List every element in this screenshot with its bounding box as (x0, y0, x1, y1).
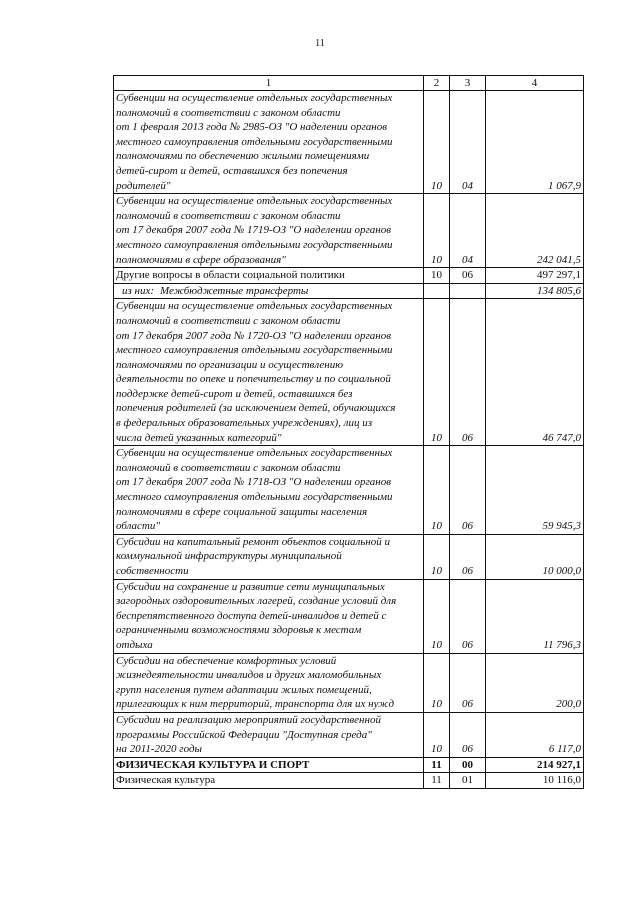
column-header-name: 1 (114, 76, 424, 91)
amount: 11 796,3 (486, 579, 584, 653)
description-line: Другие вопросы в области социальной политики (116, 269, 345, 282)
row-description (114, 91, 424, 194)
table-row (114, 757, 584, 773)
section-code: 11 (424, 757, 450, 773)
description-line: Субсидии на реализацию мероприятий государственной (116, 713, 381, 726)
description-line: попечения родителей (за исключением детей, обучающихся (116, 402, 396, 415)
row-description (114, 757, 424, 773)
description-line: от 17 декабря 2007 года № 1718-ОЗ "О наделении органов (116, 476, 392, 489)
description-line: местного самоуправления отдельными государственными (116, 344, 393, 357)
amount: 134 805,6 (486, 283, 584, 299)
section-code: 10 (424, 299, 450, 446)
description-line: Субсидии на капитальный ремонт объектов социальной и (116, 535, 390, 548)
row-description (114, 534, 424, 579)
description-line: поддержке детей-сирот и детей, оставшихся без (116, 387, 353, 400)
table-row (114, 446, 584, 535)
section-code: 10 (424, 534, 450, 579)
description-line: групп населения путем адаптации жилых помещений, (116, 683, 372, 696)
description-line: родителей" (116, 179, 171, 192)
table-row (114, 194, 584, 268)
description-line: местного самоуправления отдельными государственными (116, 135, 393, 148)
description-line: Субвенции на осуществление отдельных государственных (116, 92, 393, 104)
table-row (114, 653, 584, 712)
section-code: 10 (424, 194, 450, 268)
section-code: 10 (424, 712, 450, 757)
section-code (424, 283, 450, 299)
table-row (114, 91, 584, 194)
amount: 1 067,9 (486, 91, 584, 194)
subsection-code (450, 283, 486, 299)
subsection-code: 06 (450, 268, 486, 284)
description-line: беспрепятственного доступа детей-инвалидов и детей с (116, 609, 387, 622)
description-line: коммунальной инфраструктуры муниципальной (116, 550, 342, 563)
section-code: 10 (424, 446, 450, 535)
row-description (114, 299, 424, 446)
description-line: Субвенции на осуществление отдельных государственных (116, 300, 393, 313)
description-line: Субсидии на обеспечение комфортных условий (116, 654, 337, 667)
description-line: местного самоуправления отдельными государственными (116, 491, 393, 504)
description-line: полномочиями по обеспечению жилыми помещениями (116, 150, 370, 163)
description-line: полномочий в соответствии с законом области (116, 461, 341, 474)
amount: 46 747,0 (486, 299, 584, 446)
table-row (114, 534, 584, 579)
section-code: 10 (424, 653, 450, 712)
table-row (114, 268, 584, 284)
section-code: 10 (424, 268, 450, 284)
amount: 242 041,5 (486, 194, 584, 268)
column-header-subsection: 3 (450, 76, 486, 91)
description-line: загородных оздоровительных лагерей, создание условий для (116, 595, 397, 608)
row-description (114, 446, 424, 535)
amount: 59 945,3 (486, 446, 584, 535)
description-line: программы Российской Федерации "Доступная среда" (116, 728, 372, 741)
amount: 214 927,1 (486, 757, 584, 773)
table-row (114, 299, 584, 446)
row-description (114, 653, 424, 712)
table-row (114, 579, 584, 653)
subsection-code: 04 (450, 91, 486, 194)
description-line: полномочий в соответствии с законом области (116, 106, 341, 119)
amount: 10 116,0 (486, 773, 584, 789)
description-line: полномочий в соответствии с законом области (116, 314, 341, 327)
description-line: от 17 декабря 2007 года № 1719-ОЗ "О наделении органов (116, 224, 392, 237)
subsection-code: 01 (450, 773, 486, 789)
subsection-code: 06 (450, 712, 486, 757)
section-code: 11 (424, 773, 450, 789)
header-row (114, 76, 584, 91)
description-line: от 1 февраля 2013 года № 2985-ОЗ "О наделении органов (116, 121, 387, 134)
description-line: на 2011-2020 годы (116, 743, 202, 756)
amount: 200,0 (486, 653, 584, 712)
row-description (114, 194, 424, 268)
description-line: Субсидии на сохранение и развитие сети муниципальных (116, 580, 385, 593)
description-line: Межбюджетные трансферты (160, 284, 309, 297)
row-description (114, 712, 424, 757)
description-line: области" (116, 520, 160, 533)
description-line: Субвенции на осуществление отдельных государственных (116, 195, 393, 208)
description-line: числа детей указанных категорий" (116, 431, 282, 444)
section-code: 10 (424, 579, 450, 653)
row-description (114, 773, 424, 789)
table-row (114, 773, 584, 789)
description-line: полномочиями в сфере образования" (116, 253, 286, 266)
section-code: 10 (424, 91, 450, 194)
amount: 6 117,0 (486, 712, 584, 757)
description-line: ФИЗИЧЕСКАЯ КУЛЬТУРА И СПОРТ (116, 758, 310, 771)
column-header-section: 2 (424, 76, 450, 91)
subsection-code: 06 (450, 653, 486, 712)
description-line: от 17 декабря 2007 года № 1720-ОЗ "О наделении органов (116, 329, 392, 342)
description-line: детей-сирот и детей, оставшихся без попечения (116, 164, 348, 177)
subsection-code: 06 (450, 446, 486, 535)
description-line: полномочиями по организации и осуществлению (116, 358, 343, 371)
budget-table (113, 75, 584, 789)
amount: 497 297,1 (486, 268, 584, 284)
description-line: собственности (116, 565, 189, 577)
subsection-code: 04 (450, 194, 486, 268)
description-line: полномочиями в сфере социальной защиты населения (116, 505, 368, 518)
subsection-code: 00 (450, 757, 486, 773)
description-line: деятельности по опеке и попечительству и по социальной (116, 373, 391, 386)
page-number: 11 (315, 38, 325, 49)
table-row (114, 283, 584, 299)
row-description (114, 268, 424, 284)
description-line: жизнедеятельности инвалидов и других маломобильных (116, 669, 382, 682)
description-line: отдыха (116, 638, 153, 651)
subsection-code: 06 (450, 579, 486, 653)
description-line: полномочий в соответствии с законом области (116, 209, 341, 222)
subsection-code: 06 (450, 299, 486, 446)
subsection-code: 06 (450, 534, 486, 579)
column-header-amount: 4 (486, 76, 584, 91)
description-line: Физическая культура (116, 774, 216, 787)
table-row (114, 712, 584, 757)
description-line: ограниченными возможностями здоровья к местам (116, 624, 362, 637)
description-line: из них: (122, 284, 155, 297)
amount: 10 000,0 (486, 534, 584, 579)
row-description (114, 283, 424, 299)
description-line: местного самоуправления отдельными государственными (116, 238, 393, 251)
row-description (114, 579, 424, 653)
description-line: прилегающих к ним территорий, транспорта для их нужд (116, 698, 395, 711)
description-line: Субвенции на осуществление отдельных государственных (116, 447, 393, 460)
description-line: в федеральных образовательных учреждениях), лиц из (116, 417, 372, 430)
